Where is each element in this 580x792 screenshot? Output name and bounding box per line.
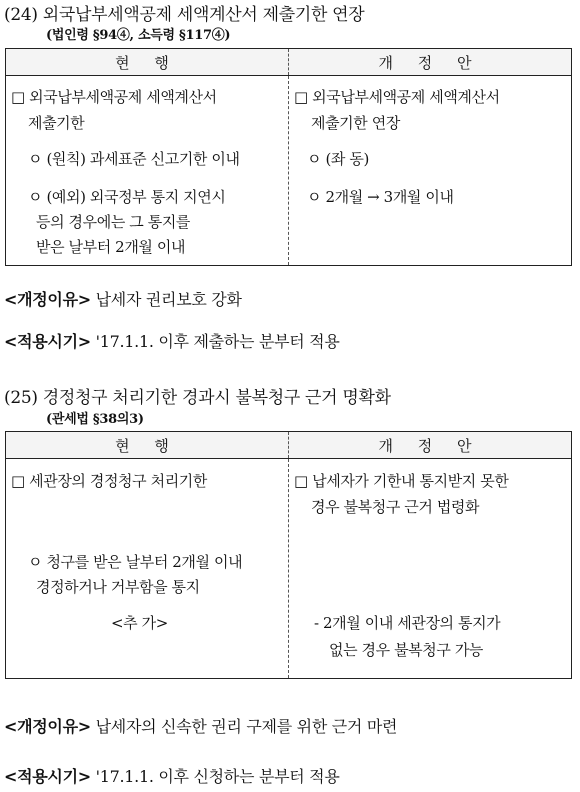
section-24-title: (24) 외국납부세액공제 세액계산서 제출기한 연장 bbox=[4, 5, 365, 25]
current-item-title: □ 외국납부세액공제 세액계산서 bbox=[11, 88, 217, 106]
effective-text: '17.1.1. 이후 신청하는 분부터 적용 bbox=[95, 767, 340, 786]
proposed-column bbox=[289, 459, 571, 678]
reason-label: <개정이유> bbox=[4, 290, 91, 309]
section-25-effective-date bbox=[4, 764, 339, 787]
section-25-comparison-table bbox=[5, 431, 572, 679]
proposed-rule-new: - 2개월 이내 세관장의 통지가 bbox=[314, 614, 501, 632]
current-column bbox=[6, 459, 289, 678]
current-rule-exception: ㅇ (예외) 외국정부 통지 지연시 bbox=[28, 188, 226, 206]
header-current: 현 행 bbox=[6, 432, 289, 458]
current-rule-cont: 경정하거나 거부함을 통지 bbox=[36, 578, 200, 596]
section-25-law-reference: (관세법 §38의3) bbox=[46, 412, 144, 427]
current-rule-exception-cont2: 받은 날부터 2개월 이내 bbox=[36, 238, 186, 256]
reason-text: 납세자 권리보호 강화 bbox=[95, 290, 242, 309]
table-body-row bbox=[6, 76, 571, 265]
proposed-rule-new-cont: 없는 경우 불복청구 가능 bbox=[329, 641, 484, 659]
proposed-item-title-cont: 제출기한 연장 bbox=[311, 114, 400, 132]
current-added-placeholder: <추 가> bbox=[111, 614, 168, 632]
current-rule-principle: ㅇ (원칙) 과세표준 신고기한 이내 bbox=[28, 150, 240, 168]
current-rule: ㅇ 청구를 받은 날부터 2개월 이내 bbox=[28, 553, 243, 571]
section-24-reason bbox=[4, 287, 242, 310]
reason-label: <개정이유> bbox=[4, 717, 91, 736]
current-rule-exception-cont1: 등의 경우에는 그 통지를 bbox=[36, 213, 191, 231]
header-current: 현 행 bbox=[6, 49, 289, 75]
current-item-title: □ 세관장의 경정청구 처리기한 bbox=[11, 472, 207, 490]
effective-text: '17.1.1. 이후 제출하는 분부터 적용 bbox=[95, 332, 340, 351]
proposed-item-title: □ 외국납부세액공제 세액계산서 bbox=[294, 88, 500, 106]
current-item-title-cont: 제출기한 bbox=[28, 114, 85, 132]
section-24-law-reference: (법인령 §94④, 소득령 §117④) bbox=[46, 28, 231, 43]
section-24-effective-date bbox=[4, 329, 339, 352]
section-24-comparison-table bbox=[5, 48, 572, 266]
proposed-item-title: □ 납세자가 기한내 통지받지 못한 bbox=[294, 472, 509, 490]
proposed-rule-same: ㅇ (좌 동) bbox=[307, 150, 369, 168]
table-header-row bbox=[6, 49, 571, 76]
header-proposed: 개 정 안 bbox=[289, 49, 571, 75]
proposed-rule-extension: ㅇ 2개월 → 3개월 이내 bbox=[307, 188, 454, 206]
effective-label: <적용시기> bbox=[4, 332, 91, 351]
current-column bbox=[6, 76, 289, 265]
table-body-row bbox=[6, 459, 571, 678]
reason-text: 납세자의 신속한 권리 구제를 위한 근거 마련 bbox=[95, 717, 398, 736]
section-25-reason bbox=[4, 714, 397, 737]
proposed-column bbox=[289, 76, 571, 265]
effective-label: <적용시기> bbox=[4, 767, 91, 786]
section-25-title: (25) 경정청구 처리기한 경과시 불복청구 근거 명확화 bbox=[4, 388, 391, 408]
table-header-row bbox=[6, 432, 571, 459]
header-proposed: 개 정 안 bbox=[289, 432, 571, 458]
proposed-item-title-cont: 경우 불복청구 근거 법령화 bbox=[311, 498, 480, 516]
